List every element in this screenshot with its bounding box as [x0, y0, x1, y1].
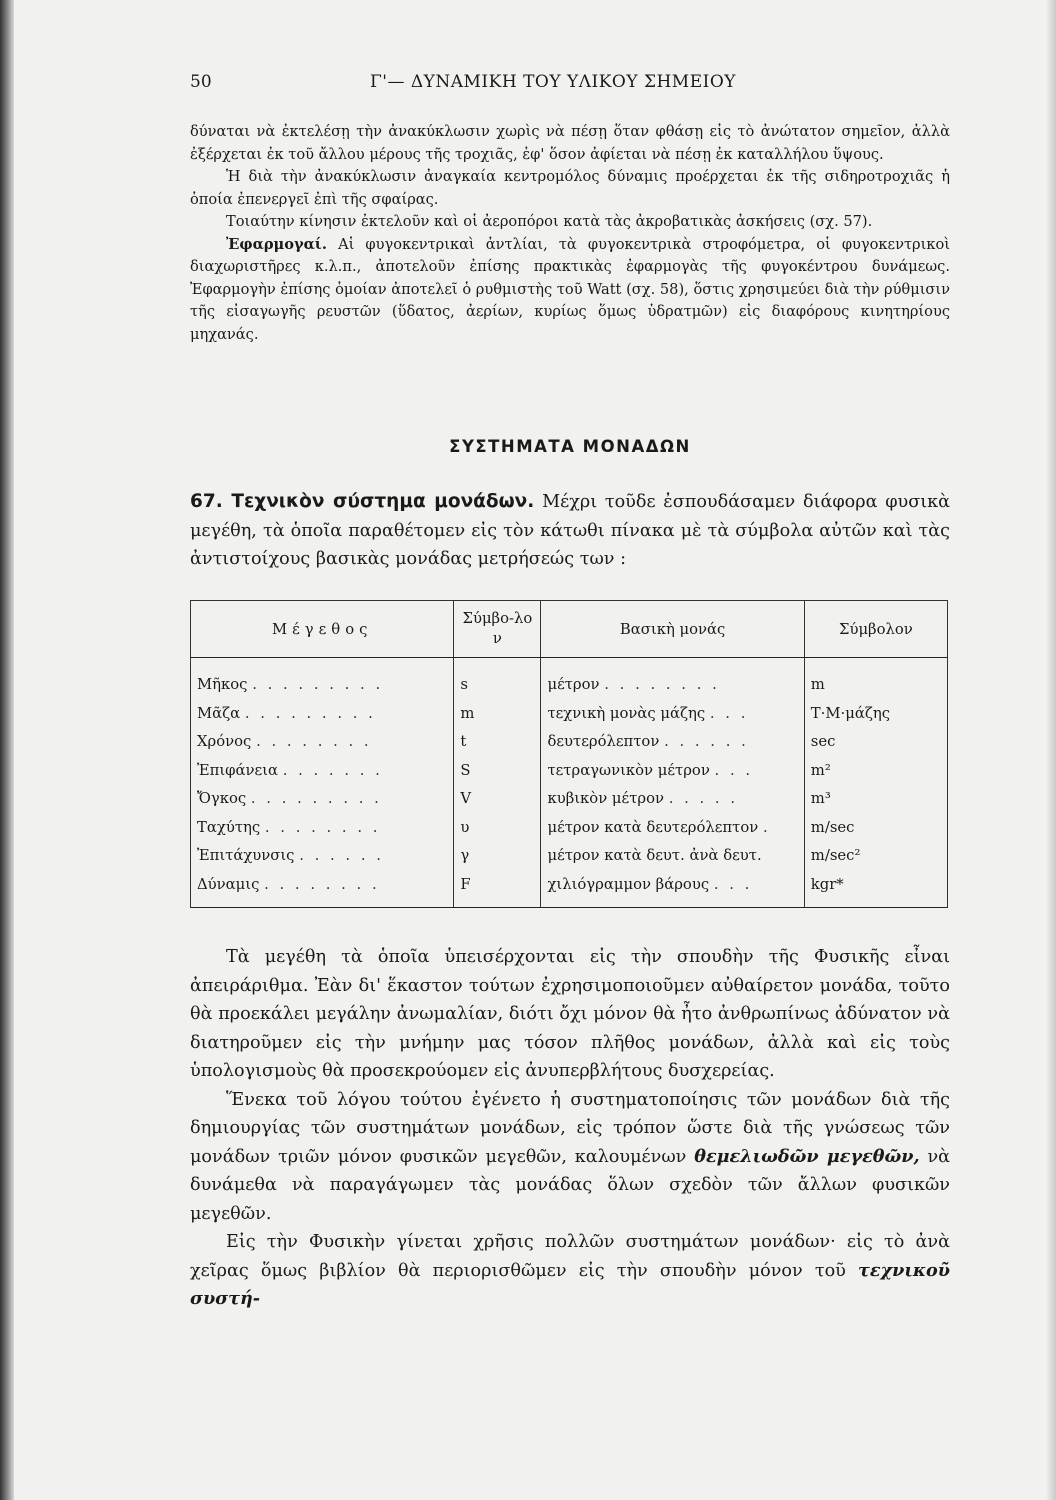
- body-paragraph-3-start: Εἰς τὴν Φυσικὴν γίνεται χρῆσις πολλῶν συστημάτων μονάδων· εἰς τὸ ἀνὰ χεῖρας ὅμως βιβλίον θὰ περιορισθῶμεν εἰς τὴν σπουδὴν μόνον τοῦ: [190, 1232, 950, 1281]
- leader-dots: . . . . . . . . .: [252, 675, 384, 693]
- unit-name: δευτερόλεπτον: [547, 733, 660, 751]
- paragraph-67-body: [190, 488, 950, 574]
- unit-cell: [541, 842, 804, 871]
- leader-dots: . . .: [714, 761, 754, 779]
- leader-dots: . . . . . .: [664, 733, 749, 751]
- quantity-name: Μᾶζα: [197, 704, 241, 722]
- table-row: [191, 842, 948, 871]
- page-number: 50: [190, 72, 212, 92]
- symbol-cell: s: [454, 658, 541, 699]
- leader-dots: . . . . . . . .: [264, 876, 380, 894]
- unit-symbol-cell: m³: [804, 785, 947, 814]
- leader-dots: . . . . . . . .: [264, 818, 381, 836]
- table-row: [191, 785, 948, 814]
- unit-symbol-cell: sec: [804, 728, 947, 757]
- symbol-cell: m: [454, 699, 541, 728]
- header-quantity: Μέγεθος: [191, 601, 454, 658]
- leader-dots: . . .: [709, 704, 749, 722]
- quantity-name: Ταχύτης: [197, 818, 261, 836]
- running-header: [190, 72, 950, 96]
- quantity-cell: [191, 658, 454, 699]
- leader-dots: . . .: [713, 876, 753, 894]
- unit-cell: [541, 813, 804, 842]
- symbol-cell: V: [454, 785, 541, 814]
- leader-dots: . . . . . . . .: [256, 733, 372, 751]
- unit-symbol-cell: kgr*: [804, 870, 947, 907]
- quantity-name: Ὄγκος: [197, 790, 247, 808]
- leader-dots: . . . . . . . . .: [244, 704, 376, 722]
- unit-name: τεχνικὴ μονὰς μάζης: [547, 704, 706, 722]
- fundamental-quantities-term: θεμελιωδῶν μεγεθῶν,: [694, 1145, 920, 1167]
- units-table: [190, 600, 948, 908]
- leader-dots: .: [762, 818, 771, 836]
- quantity-cell: [191, 785, 454, 814]
- body-paragraph-2: [190, 1086, 950, 1229]
- unit-name: χιλιόγραμμον βάρους: [547, 876, 710, 894]
- body-paragraph-1: Τὰ μεγέθη τὰ ὁποῖα ὑπεισέρχονται εἰς τὴν σπουδὴν τῆς Φυσικῆς εἶναι ἀπειράριθμα. Ἐὰν δι' ἕκαστον τούτων ἐχρησιμοποιοῦμεν αὐθαίρετον μονάδα, τοῦτο θὰ προεκάλει μεγάλην ἀνωμαλίαν, διότι ὄχι μόνον θὰ ἦτο ἀνθρωπίνως ἀδύνατον νὰ διατηροῦμεν εἰς τὴν μνήμην μας τόσον πλῆθος μονάδων, ἀλλὰ καὶ εἰς τοὺς ὑπολογισμοὺς θὰ προσεκρούομεν εἰς ἀνυπερβλήτους δυσχερείας.: [190, 947, 950, 1081]
- body-paragraph-2-start: Ἕνεκα τοῦ λόγου τούτου ἐγένετο ἡ συστηματοποίησις τῶν μονάδων διὰ τῆς δημιουργίας τῶν συστημάτων μονάδων, εἰς τρόπον ὥστε διὰ τῆς γνώσεως τῶν μονάδων τριῶν μόνον φυσικῶν μεγεθῶν, καλουμένων: [190, 1089, 950, 1167]
- applications-label: Ἐφαρμογαί.: [226, 235, 327, 253]
- intro-paragraph-4: [190, 234, 950, 347]
- quantity-name: Δύναμις: [197, 876, 260, 894]
- unit-symbol-cell: m²: [804, 756, 947, 785]
- body-text: [190, 943, 950, 1314]
- table-row: [191, 870, 948, 907]
- quantity-cell: [191, 756, 454, 785]
- symbol-cell: t: [454, 728, 541, 757]
- unit-symbol-cell: m: [804, 658, 947, 699]
- symbol-cell: υ: [454, 813, 541, 842]
- leader-dots: . . . . .: [668, 790, 739, 808]
- intro-paragraph-2: Ἡ διὰ τὴν ἀνακύκλωσιν ἀναγκαία κεντρομόλος δύναμις προέρχεται ἐκ τῆς σιδηροτροχιᾶς ἡ ὁποία ἐπενεργεῖ ἐπὶ τῆς σφαίρας.: [190, 168, 950, 208]
- unit-symbol-cell: m/sec: [804, 813, 947, 842]
- header-unit-symbol: Σύμβολον: [804, 601, 947, 658]
- unit-name: τετραγωνικὸν μέτρον: [547, 761, 710, 779]
- unit-cell: [541, 728, 804, 757]
- unit-name: μέτρον κατὰ δευτερόλεπτον: [547, 818, 759, 836]
- symbol-cell: F: [454, 870, 541, 907]
- unit-cell: [541, 870, 804, 907]
- body-paragraph-3: [190, 1228, 950, 1314]
- quantity-name: Ἐπιφάνεια: [197, 761, 278, 779]
- paragraph-67-text: Μέχρι τοῦδε ἐσπουδάσαμεν διάφορα φυσικὰ μεγέθη, τὰ ὁποῖα παραθέτομεν εἰς τὸν κάτωθι πίνακα μὲ τὰ σύμβολα αὐτῶν καὶ τὰς ἀντιστοίχους βασικὰς μονάδας μετρήσεώς των :: [190, 492, 950, 569]
- leader-dots: . . . . . . . .: [604, 675, 720, 693]
- unit-symbol-cell: T·M·μάζης: [804, 699, 947, 728]
- quantity-cell: [191, 699, 454, 728]
- table-row: [191, 658, 948, 699]
- quantity-name: Μῆκος: [197, 675, 248, 693]
- unit-name: κυβικὸν μέτρον: [547, 790, 664, 808]
- quantity-cell: [191, 842, 454, 871]
- unit-cell: [541, 699, 804, 728]
- unit-symbol-cell: m/sec²: [804, 842, 947, 871]
- unit-cell: [541, 785, 804, 814]
- symbol-cell: S: [454, 756, 541, 785]
- intro-paragraph-1: δύναται νὰ ἐκτελέσῃ τὴν ἀνακύκλωσιν χωρὶς νὰ πέσῃ ὅταν φθάσῃ εἰς τὸ ἀνώτατον σημεῖον, ἀλλὰ ἐξέρχεται ἐκ τοῦ ἄλλου μέρους τῆς τροχιᾶς, ἐφ' ὅσον ἀφίεται νὰ πέσῃ ἐκ καταλλήλου ὕψους.: [190, 123, 950, 163]
- body-paragraph-2-end: νὰ δυνάμεθα νὰ παραγάγωμεν τὰς μονάδας ὅλων σχεδὸν τῶν ἄλλων φυσικῶν μεγεθῶν.: [190, 1146, 951, 1224]
- paragraph-67: [190, 488, 950, 574]
- section-title: ΣΥΣΤΗΜΑΤΑ ΜΟΝΑΔΩΝ: [449, 437, 691, 456]
- intro-text: [190, 121, 950, 346]
- quantity-name: Ἐπιτάχυνσις: [197, 847, 295, 865]
- intro-paragraph-3: Τοιαύτην κίνησιν ἐκτελοῦν καὶ οἱ ἀεροπόροι κατὰ τὰς ἀκροβατικὰς ἀσκήσεις (σχ. 57).: [226, 213, 873, 230]
- technical-system-term: τεχνικοῦ συστή-: [190, 1259, 950, 1309]
- unit-name: μέτρον κατὰ δευτ. ἀνὰ δευτ.: [547, 847, 762, 865]
- quantity-name: Χρόνος: [197, 733, 252, 751]
- table-row: [191, 813, 948, 842]
- unit-cell: [541, 756, 804, 785]
- quantity-cell: [191, 813, 454, 842]
- quantity-cell: [191, 870, 454, 907]
- page-right-edge: [1046, 0, 1056, 1500]
- leader-dots: . . . . . . . . .: [250, 790, 382, 808]
- table-row: [191, 699, 948, 728]
- quantity-cell: [191, 728, 454, 757]
- table-row: [191, 728, 948, 757]
- table-header-row: [191, 601, 948, 658]
- unit-cell: [541, 658, 804, 699]
- table-row: [191, 756, 948, 785]
- header-symbol: Σύμβο-λον: [454, 601, 541, 658]
- paragraph-67-heading: 67. Τεχνικὸν σύστημα μονάδων.: [190, 491, 535, 512]
- symbol-cell: γ: [454, 842, 541, 871]
- page-binding-edge: [0, 0, 14, 1500]
- leader-dots: . . . . . . .: [282, 761, 383, 779]
- applications-text: Αἱ φυγοκεντρικαὶ ἀντλίαι, τὰ φυγοκεντρικὰ στροφόμετρα, οἱ φυγοκεντρικοὶ διαχωριστῆρες κ.λ.π., ἀποτελοῦν ἐπίσης πρακτικὰς ἐφαρμογὰς τῆς φυγοκέντρου δυνάμεως. Ἐφαρμογὴν ἐπίσης ὁμοίαν ἀποτελεῖ ὁ ρυθμιστὴς τοῦ Watt (σχ. 58), ὅστις χρησιμεύει διὰ τὴν ρύθμισιν τῆς εἰσαγωγῆς ρευστῶν (ὕδατος, ἀερίων, κυρίως ὅμως ὑδρατμῶν) εἰς διαφόρους κινητηρίους μηχανάς.: [190, 235, 950, 343]
- unit-name: μέτρον: [547, 675, 600, 693]
- leader-dots: . . . . . .: [299, 847, 384, 865]
- running-title: Γ'— ΔΥΝΑΜΙΚΗ ΤΟΥ ΥΛΙΚΟΥ ΣΗΜΕΙΟΥ: [370, 72, 736, 92]
- header-base-unit: Βασικὴ μονάς: [541, 601, 804, 658]
